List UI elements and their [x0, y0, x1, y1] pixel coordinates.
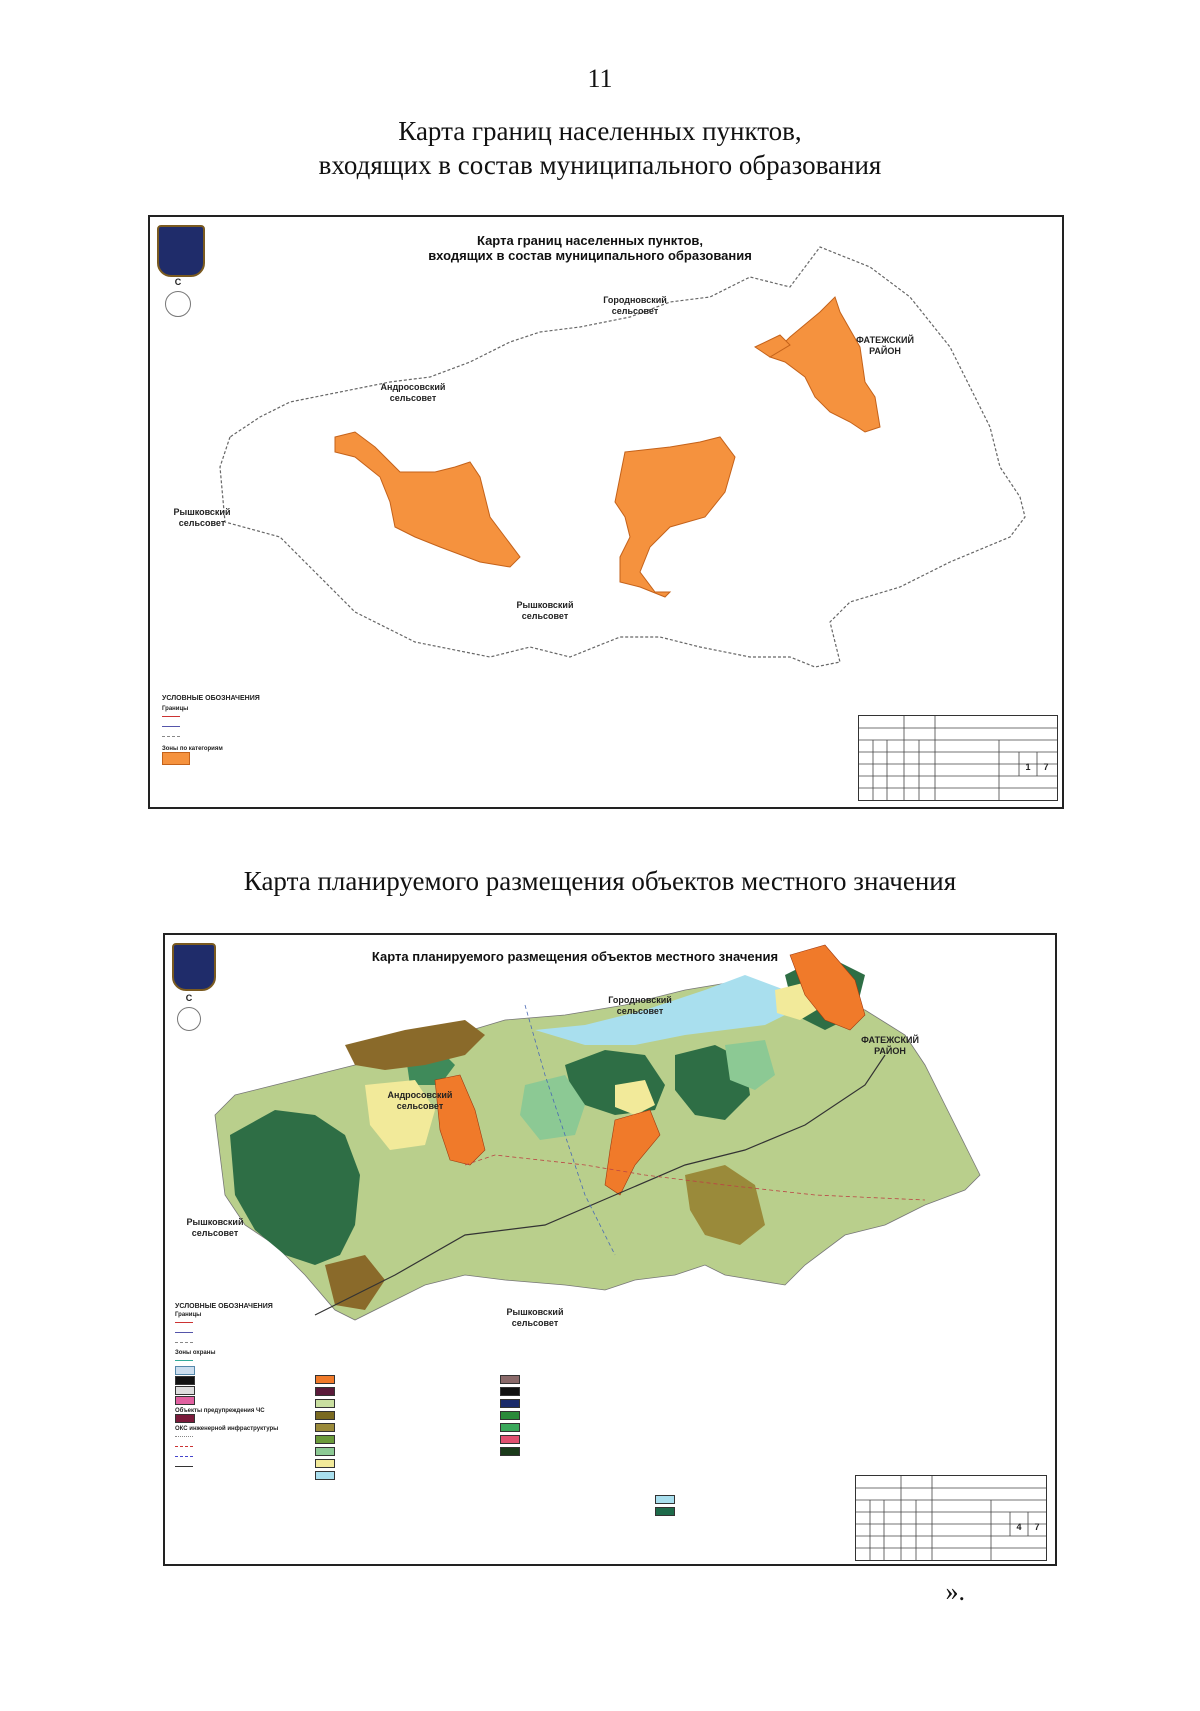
legend-row — [162, 752, 362, 762]
label-fatezh — [850, 335, 920, 357]
label-ryshkovsky-south — [505, 600, 585, 622]
legend-swatch — [315, 1375, 335, 1384]
title-block-grid — [856, 1476, 1046, 1560]
legend-swatch — [315, 1423, 335, 1432]
legend-borders-heading: Границы — [162, 706, 189, 712]
north-arrow-label: С — [174, 277, 182, 287]
legend-swatch — [500, 1447, 520, 1456]
legend-row — [175, 1366, 315, 1376]
legend-line-swatch — [175, 1436, 193, 1437]
legend-row — [175, 1338, 315, 1348]
legend-row — [500, 1411, 660, 1423]
legend-line-swatch — [175, 1360, 193, 1361]
legend-swatch — [500, 1399, 520, 1408]
label-line: сельсовет — [191, 1228, 239, 1238]
planning-map — [163, 933, 1057, 1566]
map2-title: Карта планируемого размещения объектов местного значения — [371, 949, 779, 964]
label-line: ФАТЕЖСКИЙ — [861, 1035, 919, 1045]
legend-settlement-swatch — [162, 752, 190, 765]
label-line: сельсовет — [178, 518, 226, 528]
settlement-stary-bobrik — [335, 432, 520, 567]
label-line: РАЙОН — [869, 346, 901, 356]
label-line: Рышковский — [506, 1307, 564, 1317]
title-block-grid — [859, 716, 1057, 800]
sheet-number: 1 — [1025, 762, 1031, 772]
legend-row — [162, 722, 362, 732]
legend-swatch — [655, 1507, 675, 1516]
coat-of-arms-icon — [157, 225, 205, 277]
map1-title — [350, 233, 830, 263]
legend-row — [315, 1435, 475, 1447]
legend-swatch — [175, 1396, 195, 1405]
legend-engineering-heading: ОКС инженерной инфраструктуры — [175, 1426, 279, 1432]
map1-title-line-1: Карта границ населенных пунктов, — [476, 233, 704, 248]
legend-swatch — [500, 1423, 520, 1432]
legend-row — [315, 1375, 475, 1387]
label-line: сельсовет — [611, 306, 659, 316]
label-line: сельсовет — [511, 1318, 559, 1328]
legend-swatch — [500, 1411, 520, 1420]
label-line: Андросовский — [380, 382, 446, 392]
legend-row — [175, 1462, 315, 1472]
label-line: Андросовский — [387, 1090, 453, 1100]
map1-title-line-2: входящих в состав муниципального образования — [428, 248, 752, 263]
label-line: сельсовет — [389, 393, 437, 403]
legend-row — [175, 1414, 315, 1424]
label-line: Городновский — [608, 995, 672, 1005]
heading-line-1: Карта границ населенных пунктов, — [398, 116, 802, 146]
north-arrow-label: С — [185, 993, 193, 1003]
legend-row — [315, 1387, 475, 1399]
label-androsovsky — [375, 1090, 465, 1112]
legend-line-swatch — [162, 726, 180, 727]
legend-swatch — [315, 1447, 335, 1456]
compass-rose-icon — [165, 291, 191, 317]
legend-zones-heading: Зоны по категориям — [162, 746, 223, 752]
legend-swatch — [500, 1435, 520, 1444]
legend-line-swatch — [162, 716, 180, 717]
label-line: сельсовет — [521, 611, 569, 621]
label-line: РАЙОН — [874, 1046, 906, 1056]
legend-swatch — [500, 1387, 520, 1396]
legend-row — [175, 1442, 315, 1452]
label-gorodnovsky — [590, 295, 680, 317]
legend-row — [655, 1507, 775, 1519]
label-androsovsky — [368, 382, 458, 404]
legend-row — [175, 1356, 315, 1366]
legend-swatch — [315, 1411, 335, 1420]
label-line: Рышковский — [173, 507, 231, 517]
legend-swatch — [315, 1387, 335, 1396]
legend-row — [500, 1375, 660, 1387]
legend-row — [500, 1387, 660, 1399]
legend-row — [500, 1399, 660, 1411]
map2-legend-zones — [500, 1375, 660, 1459]
legend-borders-heading: Границы — [175, 1312, 202, 1318]
legend-row — [315, 1423, 475, 1435]
legend-line-swatch — [162, 736, 180, 737]
closing-quote: ». — [945, 1577, 965, 1606]
title-block — [855, 1475, 1047, 1561]
legend-swatch — [315, 1459, 335, 1468]
map2-legend — [175, 1303, 315, 1472]
legend-row — [175, 1376, 315, 1386]
label-ryshkovsky-west — [162, 507, 242, 529]
title-block — [858, 715, 1058, 801]
map2-legend-zones — [315, 1375, 475, 1483]
legend-row — [315, 1447, 475, 1459]
legend-row — [500, 1435, 660, 1447]
label-ryshkovsky-west — [175, 1217, 255, 1239]
sheet-total: 7 — [1043, 762, 1049, 772]
sheet-total: 7 — [1034, 1522, 1040, 1532]
legend-row — [315, 1411, 475, 1423]
zone-forest — [230, 1110, 360, 1265]
legend-swatch — [175, 1366, 195, 1375]
legend-row — [175, 1452, 315, 1462]
legend-es-heading: Объекты предупреждения ЧС — [175, 1408, 265, 1414]
legend-swatch — [175, 1386, 195, 1395]
legend-title: УСЛОВНЫЕ ОБОЗНАЧЕНИЯ — [175, 1303, 273, 1310]
legend-row — [175, 1396, 315, 1406]
heading-line-2: входящих в состав муниципального образования — [318, 150, 882, 180]
compass-rose-icon — [177, 1007, 201, 1031]
legend-line-swatch — [175, 1466, 193, 1467]
legend-swatch — [315, 1471, 335, 1480]
sheet-number: 4 — [1016, 1522, 1022, 1532]
settlement-mirny — [615, 437, 735, 597]
legend-swatch — [175, 1414, 195, 1423]
label-line: Городновский — [603, 295, 667, 305]
legend-row — [175, 1432, 315, 1442]
legend-line-swatch — [175, 1332, 193, 1333]
label-line: ФАТЕЖСКИЙ — [856, 335, 914, 345]
map1-legend — [162, 695, 362, 762]
legend-zones-heading: Зоны охраны — [175, 1350, 216, 1356]
label-fatezh — [855, 1035, 925, 1057]
legend-line-swatch — [175, 1446, 193, 1447]
label-line: сельсовет — [396, 1101, 444, 1111]
heading-boundaries-map — [0, 114, 1200, 182]
boundaries-map — [148, 215, 1064, 809]
settlement-fatezh — [770, 297, 880, 432]
map2-legend-zones — [655, 1495, 775, 1519]
legend-swatch — [655, 1495, 675, 1504]
heading-planning-map: Карта планируемого размещения объектов местного значения — [243, 866, 957, 896]
label-line: сельсовет — [616, 1006, 664, 1016]
label-line: Рышковский — [516, 600, 574, 610]
legend-row — [175, 1328, 315, 1338]
legend-line-swatch — [175, 1342, 193, 1343]
legend-row — [500, 1447, 660, 1459]
legend-row — [500, 1423, 660, 1435]
legend-swatch — [175, 1376, 195, 1385]
legend-line-swatch — [175, 1456, 193, 1457]
legend-row — [655, 1495, 775, 1507]
legend-swatch — [315, 1435, 335, 1444]
label-gorodnovsky — [595, 995, 685, 1017]
coat-of-arms-icon — [172, 943, 216, 991]
legend-swatch — [315, 1399, 335, 1408]
legend-row — [162, 712, 362, 722]
legend-line-swatch — [175, 1322, 193, 1323]
legend-swatch — [500, 1375, 520, 1384]
legend-row — [315, 1399, 475, 1411]
label-ryshkovsky-south — [495, 1307, 575, 1329]
page-number: 11 — [587, 64, 613, 93]
legend-row — [175, 1318, 315, 1328]
legend-row — [315, 1471, 475, 1483]
legend-row — [175, 1386, 315, 1396]
legend-row — [315, 1459, 475, 1471]
label-line: Рышковский — [186, 1217, 244, 1227]
legend-title: УСЛОВНЫЕ ОБОЗНАЧЕНИЯ — [162, 695, 260, 702]
legend-row — [162, 732, 362, 742]
